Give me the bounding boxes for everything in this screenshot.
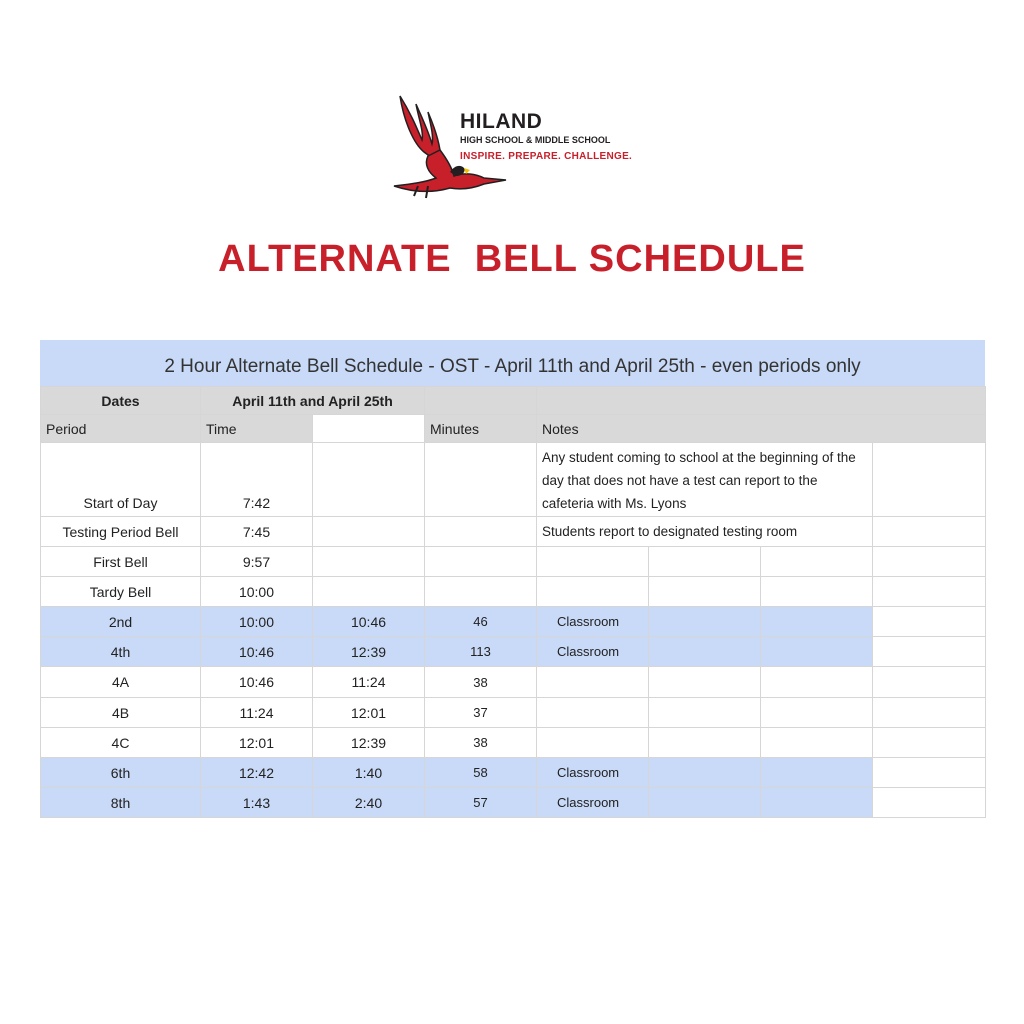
row-note [537,547,649,577]
row-empty [873,577,986,607]
table-row [41,788,986,818]
row-period: 4th [41,637,201,667]
header-time: Time [201,415,313,443]
row-note: Classroom [537,637,649,667]
row-minutes: 38 [425,728,537,758]
row-period: 2nd [41,607,201,637]
logo-school-name: HILAND [460,110,543,133]
table-row [41,577,986,607]
row-period: Start of Day [41,443,201,517]
row-note: Classroom [537,758,649,788]
table-row [41,758,986,788]
row-minutes: 37 [425,698,537,728]
row-period: 4A [41,667,201,698]
row-period: First Bell [41,547,201,577]
row-empty [649,637,761,667]
row-start-time: 12:01 [201,728,313,758]
row-note: Students report to designated testing room [537,517,873,547]
row-start-time: 10:46 [201,637,313,667]
row-period: 4B [41,698,201,728]
row-empty [649,788,761,818]
row-empty [873,637,986,667]
row-empty [649,547,761,577]
row-start-time: 9:57 [201,547,313,577]
row-note [537,698,649,728]
row-start-time: 10:00 [201,577,313,607]
table-row [41,443,986,517]
dates-row [41,387,986,415]
dates-label: Dates [41,387,201,415]
row-empty [649,607,761,637]
row-end-time: 12:39 [313,637,425,667]
row-period: 4C [41,728,201,758]
row-start-time: 10:46 [201,667,313,698]
header-row [41,415,986,443]
row-end-time: 12:39 [313,728,425,758]
sheet-title: 2 Hour Alternate Bell Schedule - OST - April 11th and April 25th - even periods only [40,340,985,386]
row-end-time [313,443,425,517]
table-row [41,547,986,577]
row-end-time: 11:24 [313,667,425,698]
row-note [537,577,649,607]
row-minutes: 38 [425,667,537,698]
row-empty [873,517,986,547]
row-start-time: 7:45 [201,517,313,547]
dates-value: April 11th and April 25th [201,387,425,415]
schedule-sheet [40,340,985,818]
hawk-logo-icon [388,92,513,204]
row-end-time: 1:40 [313,758,425,788]
row-empty [873,607,986,637]
row-empty [649,698,761,728]
row-minutes: 57 [425,788,537,818]
page-title: ALTERNATE BELL SCHEDULE [218,238,806,280]
row-note [537,667,649,698]
row-start-time: 1:43 [201,788,313,818]
header-notes: Notes [537,415,986,443]
row-minutes [425,547,537,577]
row-empty [761,758,873,788]
row-empty [873,443,986,517]
row-period: Tardy Bell [41,577,201,607]
row-end-time: 10:46 [313,607,425,637]
row-minutes [425,517,537,547]
row-empty [873,667,986,698]
row-note: Classroom [537,607,649,637]
row-empty [873,758,986,788]
row-end-time [313,577,425,607]
row-minutes [425,443,537,517]
row-period: 8th [41,788,201,818]
header-minutes: Minutes [425,415,537,443]
row-note [537,728,649,758]
row-minutes [425,577,537,607]
row-start-time: 11:24 [201,698,313,728]
row-note: Classroom [537,788,649,818]
row-end-time: 12:01 [313,698,425,728]
logo-motto: INSPIRE. PREPARE. CHALLENGE. [460,151,633,162]
row-start-time: 7:42 [201,443,313,517]
row-empty [761,637,873,667]
row-empty [761,788,873,818]
row-end-time: 2:40 [313,788,425,818]
table-row [41,698,986,728]
row-empty [761,547,873,577]
table-row [41,607,986,637]
row-empty [649,758,761,788]
row-empty [649,667,761,698]
row-empty [873,788,986,818]
row-end-time [313,517,425,547]
row-start-time: 10:00 [201,607,313,637]
row-period: 6th [41,758,201,788]
row-period: Testing Period Bell [41,517,201,547]
row-start-time: 12:42 [201,758,313,788]
row-empty [649,577,761,607]
row-minutes: 113 [425,637,537,667]
row-minutes: 46 [425,607,537,637]
row-empty [761,577,873,607]
logo-subtitle: HIGH SCHOOL & MIDDLE SCHOOL [460,135,611,145]
table-row [41,517,986,547]
schedule-table [40,386,986,818]
row-empty [761,607,873,637]
header-period: Period [41,415,201,443]
row-empty [873,698,986,728]
row-end-time [313,547,425,577]
table-row [41,728,986,758]
row-empty [761,728,873,758]
row-minutes: 58 [425,758,537,788]
row-empty [873,547,986,577]
row-empty [649,728,761,758]
row-empty [761,698,873,728]
table-row [41,637,986,667]
row-empty [873,728,986,758]
school-logo [388,92,648,204]
row-empty [761,667,873,698]
row-note: Any student coming to school at the beginning of the day that does not have a test can report to the cafeteria with Ms. Lyons [537,443,873,517]
table-row [41,667,986,698]
